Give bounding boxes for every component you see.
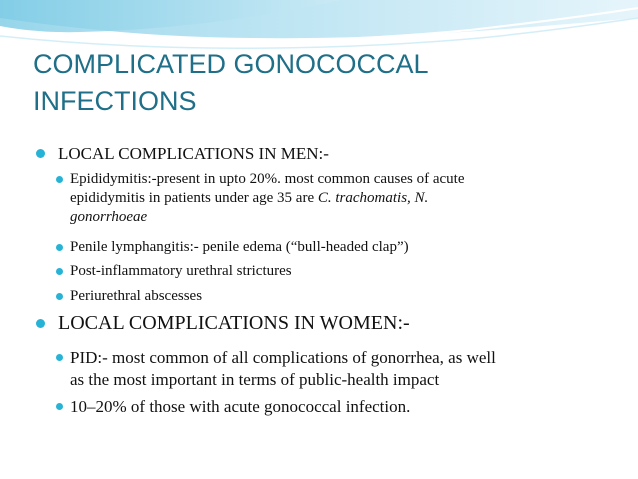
bullet-dot-icon xyxy=(56,354,63,361)
bullet-dot-icon xyxy=(56,244,63,251)
title-line-1: COMPLICATED GONOCOCCAL xyxy=(33,49,429,79)
title-line-2: INFECTIONS xyxy=(33,86,197,116)
epididymitis-text xyxy=(70,170,465,227)
epididymitis-organism-italic: gonorrhoeae xyxy=(70,209,148,225)
men-heading-text: LOCAL COMPLICATIONS IN MEN:- xyxy=(58,144,329,163)
pid-line-2: as the most important in terms of public-health impact xyxy=(70,370,440,389)
epididymitis-line-2-text: epididymitis in patients under age 35 are xyxy=(70,190,318,206)
epididymitis-organisms-italic: C. trachomatis, N. xyxy=(317,190,429,206)
bullet-dot-icon xyxy=(56,268,63,275)
epididymitis-line-2 xyxy=(70,189,465,208)
penile-lymphangitis-text: Penile lymphangitis:- penile edema (“bull-headed clap”) xyxy=(70,239,409,255)
urethral-strictures-text: Post-inflammatory urethral strictures xyxy=(70,263,292,279)
bullet-dot-icon xyxy=(56,293,63,300)
periurethral-abscesses-text: Periurethral abscesses xyxy=(70,288,203,304)
bullet-dot-icon xyxy=(36,149,45,158)
bullet-dot-icon xyxy=(36,319,45,328)
epididymitis-line-3 xyxy=(70,208,465,227)
pid-text xyxy=(70,347,496,391)
women-heading-text: LOCAL COMPLICATIONS IN WOMEN:- xyxy=(58,312,410,334)
pid-line-1: PID:- most common of all complications of gonorrhea, as well xyxy=(70,348,496,367)
bullet-dot-icon xyxy=(56,403,63,410)
epididymitis-line-1: Epididymitis:-present in upto 20%. most common causes of acute xyxy=(70,171,465,187)
acute-infection-rate-text: 10–20% of those with acute gonococcal infection. xyxy=(70,397,411,416)
bullet-dot-icon xyxy=(56,176,63,183)
